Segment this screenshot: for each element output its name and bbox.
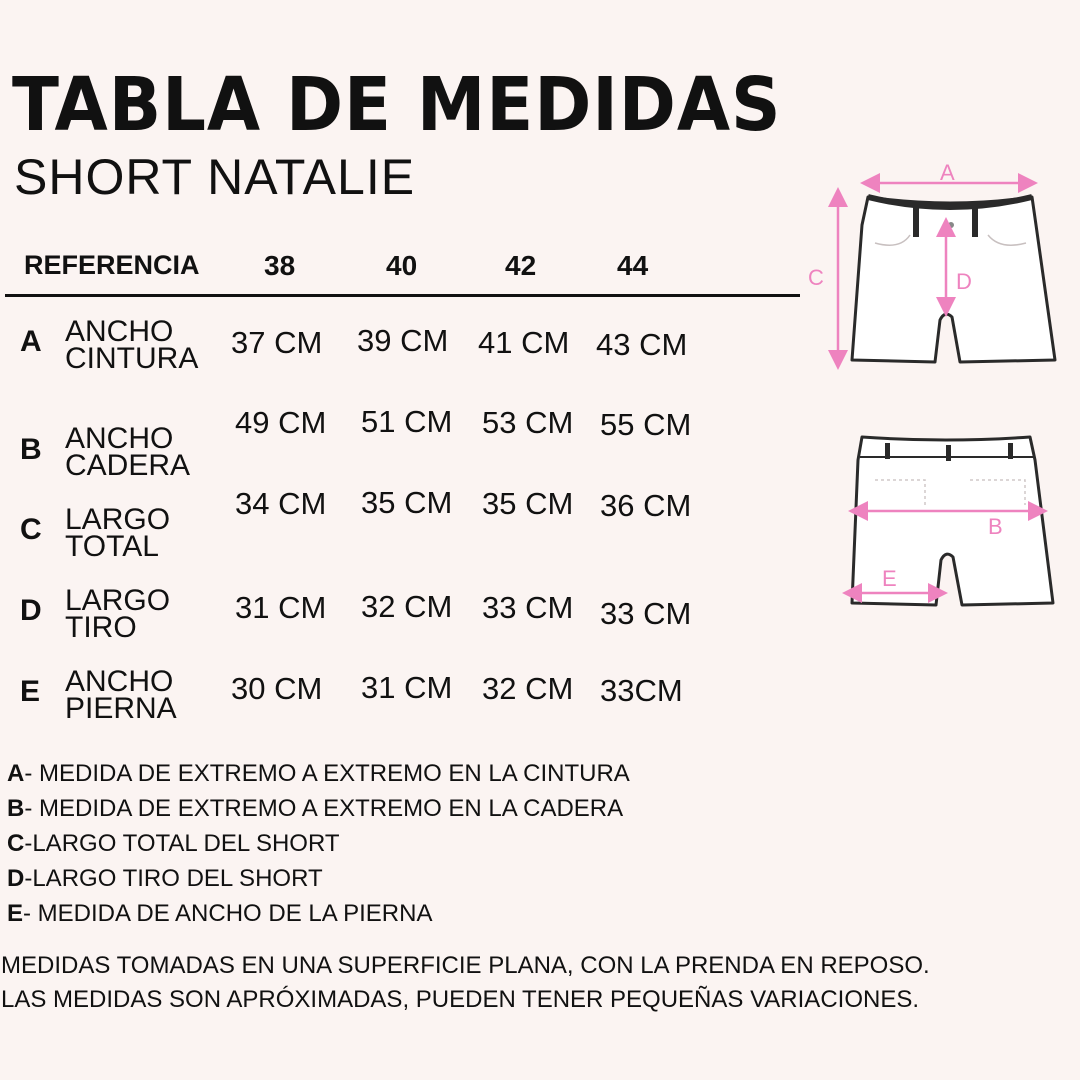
legend-letter: D [7,865,25,892]
shorts-front-diagram [800,155,1070,380]
table-cell: 32 CM [361,589,453,624]
legend-text: - MEDIDA DE EXTREMO A EXTREMO EN LA CADERA [24,795,624,822]
legend-text: -LARGO TIRO DEL SHORT [24,865,323,892]
table-cell: 39 CM [357,323,449,358]
legend-item [7,830,340,858]
legend-letter: E [7,900,24,927]
legend-text: - MEDIDA DE ANCHO DE LA PIERNA [23,900,433,927]
table-cell: 31 CM [361,670,453,705]
table-cell: 49 CM [235,405,327,440]
legend-item [7,795,623,823]
label-d: D [956,269,972,294]
table-cell: 51 CM [361,404,453,439]
table-cell: 55 CM [600,407,692,442]
note-line: LAS MEDIDAS SON APRÓXIMADAS, PUEDEN TENER PEQUEÑAS VARIACIONES. [1,986,919,1013]
row-name [65,422,191,482]
row-name-line2: CADERA [65,449,191,482]
label-b: B [988,514,1003,539]
legend-letter: C [7,830,25,857]
row-name [65,584,171,644]
row-name-line2: CINTURA [65,342,199,375]
table-cell: 41 CM [478,325,570,360]
label-e: E [882,566,897,591]
row-letter: B [20,433,42,466]
table-cell: 31 CM [235,590,327,625]
belt-loop [946,445,951,461]
row-name-line2: TOTAL [65,530,159,563]
row-letter: E [20,675,41,708]
row-name-line1: LARGO [65,503,171,536]
row-letter: D [20,594,42,627]
table-cell: 36 CM [600,488,692,523]
shorts-back-diagram [830,425,1070,615]
note-line: MEDIDAS TOMADAS EN UNA SUPERFICIE PLANA, CON LA PRENDA EN REPOSO. [1,952,930,979]
row-name-line2: PIERNA [65,692,177,725]
header-size-40: 40 [386,250,418,281]
legend-item [7,900,432,928]
legend-letter: A [7,760,25,787]
row-name-line1: ANCHO [65,315,174,348]
belt-loop [972,207,978,237]
belt-loop [1008,443,1013,459]
legend-text: -LARGO TOTAL DEL SHORT [24,830,340,857]
row-name-line1: LARGO [65,584,171,617]
table-cell: 53 CM [482,405,574,440]
legend-text: - MEDIDA DE EXTREMO A EXTREMO EN LA CINTURA [24,760,630,787]
table-cell: 33 CM [482,590,574,625]
row-name [65,503,171,563]
table-cell: 34 CM [235,486,327,521]
legend-letter: B [7,795,25,822]
header-size-42: 42 [505,250,537,281]
table-cell: 37 CM [231,325,323,360]
row-name [65,315,199,375]
page-subtitle: SHORT NATALIE [14,149,416,205]
table-cell: 33CM [600,673,683,708]
row-letter: A [20,325,42,358]
table-cell: 33 CM [600,596,692,631]
legend-item [7,760,630,788]
belt-loop [913,207,919,237]
row-name-line1: ANCHO [65,422,174,455]
shorts-front-outline [852,197,1055,362]
row-name-line2: TIRO [65,611,137,644]
legend-item [7,865,323,893]
header-size-44: 44 [617,250,649,281]
table-cell: 35 CM [482,486,574,521]
row-name-line1: ANCHO [65,665,174,698]
table-cell: 35 CM [361,485,453,520]
row-name [65,665,177,725]
table-cell: 43 CM [596,327,688,362]
table-cell: 32 CM [482,671,574,706]
button [948,222,954,228]
row-letter: C [20,513,42,546]
page-title: TABLA DE MEDIDAS [12,62,782,148]
header-rule [5,294,800,297]
table-cell: 30 CM [231,671,323,706]
label-c: C [808,265,824,290]
header-size-38: 38 [264,250,296,281]
label-a: A [940,160,955,185]
belt-loop [885,443,890,459]
header-referencia: REFERENCIA [24,250,200,280]
